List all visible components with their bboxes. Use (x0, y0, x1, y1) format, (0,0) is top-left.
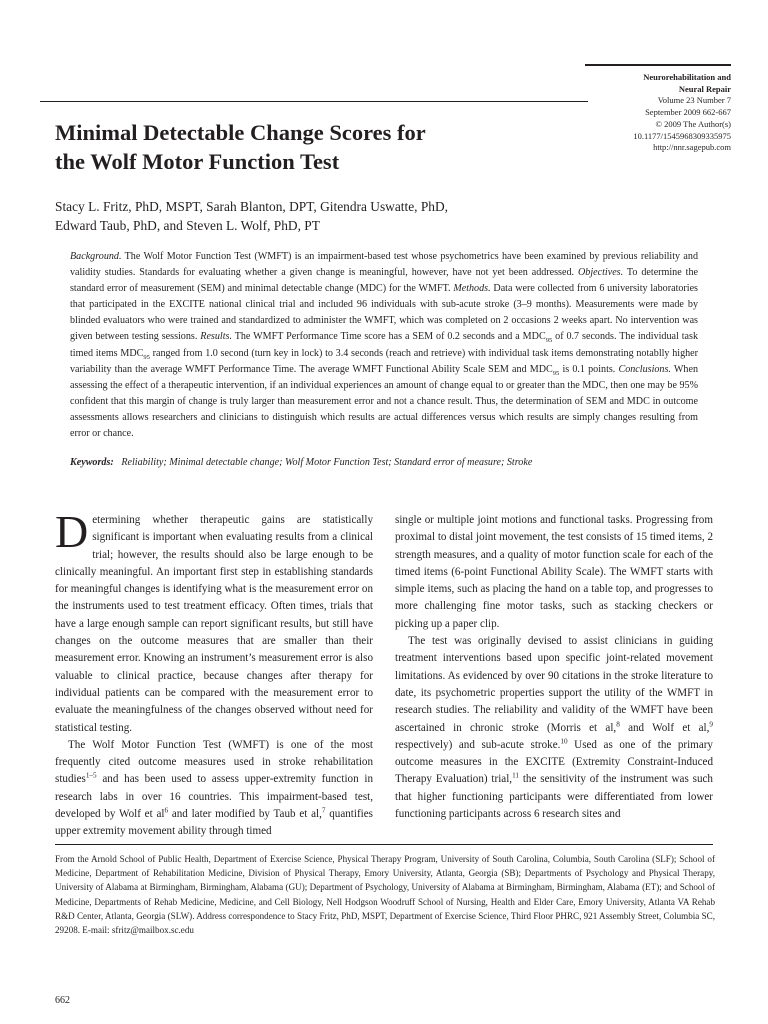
author-list (55, 197, 575, 235)
body-column-left (55, 506, 373, 841)
citation: 11 (512, 771, 519, 780)
keywords-list: Reliability; Minimal detectable change; Wolf Motor Function Test; Standard error of measure; Stroke (121, 457, 533, 468)
abstract-results-text: is 0.1 points. (559, 363, 619, 375)
page-number: 662 (55, 995, 70, 1006)
journal-name-line2: Neural Repair (678, 83, 731, 94)
paragraph-text: and Wolf et al, (619, 721, 710, 734)
paragraph-text: single or multiple joint motions and functional tasks. Progressing from proximal to distal joint movement, the test consists of 15 timed items, 2 strength measures, and a quality of motor function scale for each of the timed items (6-point Functional Ability Scale). The WMFT starts with simple items, such as placing the hand on a table top, and progresses to more challenging fine motor tasks, such as stacking checkers or picking up a paper clip. (395, 514, 713, 630)
authors-line-2: Edward Taub, PhD, and Steven L. Wolf, PhD, PT (55, 218, 320, 233)
journal-name-line1: Neurorehabilitation and (643, 72, 731, 82)
citation: 8 (616, 719, 620, 728)
paragraph-text: and has been used to assess upper-extremity function in research labs in over 16 countries. This impairment-based test, developed by Wolf et al (55, 773, 373, 821)
citation: 7 (321, 806, 326, 815)
abstract-results-heading: Results. (200, 331, 232, 343)
paragraph-text: quantifies upper extremity movement ability through timed (55, 808, 373, 838)
paragraph-text: etermining whether therapeutic gains are statistically significant is important when evaluating results from a clinical trial; however, the results should also be large enough to be clinically meaningful. An important first step in establishing standards for meaningful changes is identifying what is the measurement error on the instruments used to test treatment efficacy. Often times, trials that have a large enough sample can report significant results, but still have changes on the outcome measures that are smaller than their measurement error. Knowing an instrument’s measurement error is also valuable to clinical practice, because changes after therapy for individual patients can be compared with the measurement error to evaluate the meaningfulness of the changes observed without need for statistical testing. (55, 514, 373, 734)
citation: 9 (709, 719, 713, 728)
footnote-rule (55, 844, 713, 845)
abstract-conclusions-heading: Conclusions. (618, 363, 671, 375)
citation: 1–5 (85, 771, 97, 780)
abstract-results-text: of 0.7 seconds. The individual task timed items MDC (70, 331, 698, 359)
journal-doi: 10.1177/1545968309335975 (633, 130, 731, 141)
subscript: 95 (552, 369, 560, 377)
title-line-1: Minimal Detectable Change Scores for (55, 120, 426, 145)
abstract-objectives-text: To determine the standard error of measurement (SEM) and minimal detectable change (MDC) for the WMFT. (70, 267, 698, 295)
citation: 10 (560, 737, 568, 746)
abstract-background-heading: Background. (70, 251, 122, 262)
abstract-results-text: ranged from 1.0 second (turn key in lock) to 3.4 seconds (reach and retrieve) with individual task items demonstrating notablly higher variability than the average WMFT Performance Time. The average WMFT Functional Ability Scale SEM and MDC (70, 347, 698, 375)
drop-cap: D (55, 506, 89, 557)
paragraph-text: and later modified by Taub et al, (168, 808, 322, 821)
journal-copyright: © 2009 The Author(s) (655, 118, 731, 129)
journal-volume: Volume 23 Number 7 (657, 95, 731, 106)
article-title (55, 118, 575, 176)
journal-url[interactable]: http://nnr.sagepub.com (653, 142, 731, 153)
abstract (70, 249, 698, 442)
authors-line-1: Stacy L. Fritz, PhD, MSPT, Sarah Blanton, DPT, Gitendra Uswatte, PhD, (55, 199, 449, 214)
abstract-methods-heading: Methods. (453, 283, 491, 295)
citation: 6 (164, 806, 169, 815)
body-column-right (395, 512, 713, 823)
paragraph-text: The Wolf Motor Function Test (WMFT) is one of the most frequently cited outcome measures used in stroke rehabilitation studies (55, 738, 373, 786)
paragraph (55, 737, 373, 841)
abstract-methods-text: Data were collected from 6 university laboratories that participated in the EXCITE national clinical trial and included 96 individuals with sub-acute stroke (3–9 months). Measurements were made by blinded evaluators who were trained and standardized to administer the WMFT, which was completed on 2 occasions 2 weeks apart. No intervention was given between testing sessions. (70, 283, 698, 343)
header-rule (40, 101, 588, 102)
paragraph (395, 633, 713, 823)
paragraph-text: The test was originally devised to assist clinicians in guiding treatment interventions based upon specific joint-related movement limitations. As evidenced by over 90 citations in the stroke literature to date, its psychometric properties support the utility of the WMFT in research studies. The reliability and validity of the WMFT have been ascertained in chronic stroke (Morris et al, (395, 635, 713, 734)
paragraph-text: the sensitivity of the instrument was such that higher functioning participants were differentiated from lower functioning participants across 6 research sites and (395, 773, 713, 821)
keywords (70, 457, 698, 468)
abstract-conclusions-text: When assessing the effect of a therapeutic intervention, if an individual experiences an amount of change equal to or greater than the MDC, then one may be 95% confident that this margin of change is truly larger than measurement error and not a chance result. Thus, the determination of SEM and MDC in outcome assessments allows researchers and clinicians to distinguish which results are actual differences versus which results are simply changes resulting from error or chance. (70, 363, 698, 440)
paragraph-text: Used as one of the primary outcome measures in the EXCITE (Extremity Constraint-Induced Therapy Evaluation) trial, (395, 738, 713, 786)
abstract-objectives-heading: Objectives. (578, 267, 624, 279)
keywords-label: Keywords: (70, 457, 114, 468)
affiliation-footnote: From the Arnold School of Public Health, Department of Exercise Science, Physical Therapy Program, University of South Carolina, Columbia, South Carolina (SLF); School of Medicine, Department of Rehabilitation Medicine, Division of Physical Therapy, Emory University, Atlanta, Georgia (SB); Departments of Psychology and Physical Therapy, University of Alabama at Birmingham, Birmingham, Alabama (GU); Department of Psychology, University of Alabama at Birmingham, Birmingham, Alabama (ET); and School of Medicine, Departments of Rehab Medicine, Medicine, and Cell Biology, Nell Hodgson Woodruff School of Nursing, Health and Elder Care, Emory University, Atlanta VA Rehab R&D Center, Atlanta, Georgia (SLW). Address correspondence to Stacy Fritz, PhD, MSPT, Department of Exercise Science, Third Floor PHRC, 921 Assembly Street, Columbia SC, 29208. E-mail: sfritz@mailbox.sc.edu (55, 854, 715, 936)
subscript: 95 (545, 337, 553, 345)
title-line-2: the Wolf Motor Function Test (55, 149, 340, 174)
abstract-background-text: The Wolf Motor Function Test (WMFT) is an impairment-based test whose psychometrics have been examined by previous reliability and validity studies. Standards for evaluating whether a given change is meaningful, however, have not yet been addressed. (70, 251, 698, 279)
paragraph-text: respectively) and sub-acute stroke. (395, 738, 561, 751)
paragraph (395, 512, 713, 633)
subscript: 95 (143, 353, 150, 361)
paragraph (55, 506, 373, 737)
abstract-results-text: The WMFT Performance Time score has a SEM of 0.2 seconds and a MDC (231, 331, 546, 343)
journal-info-box (585, 64, 731, 154)
journal-date-pages: September 2009 662-667 (645, 107, 731, 118)
